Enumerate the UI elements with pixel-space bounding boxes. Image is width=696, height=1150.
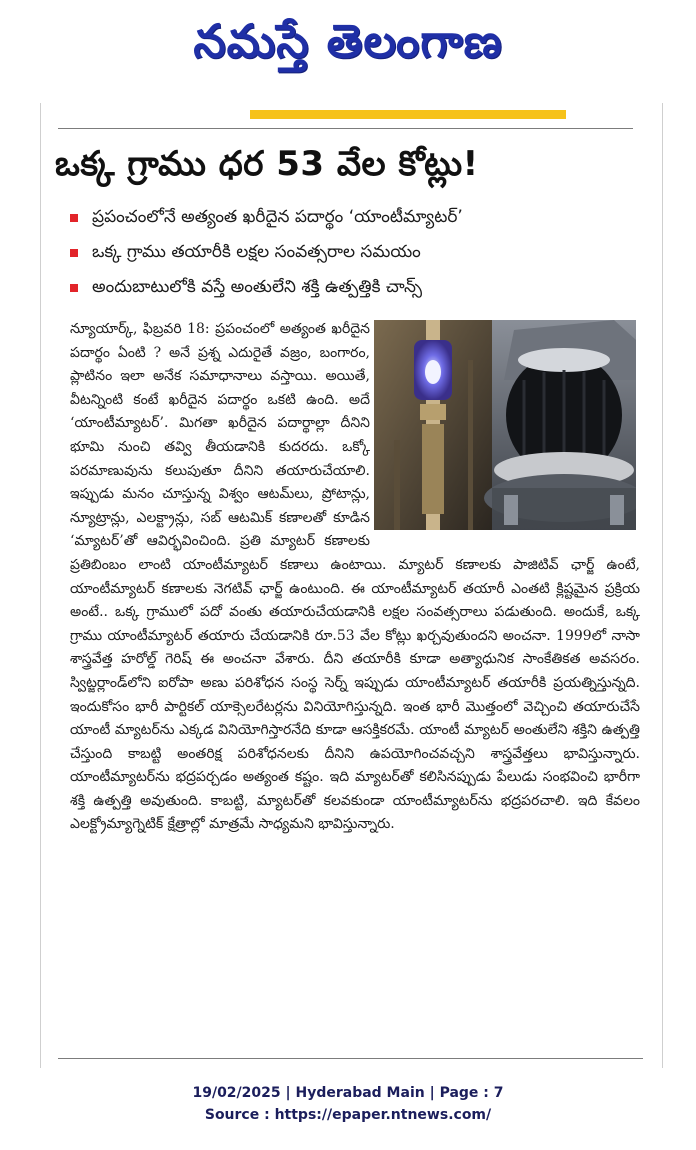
masthead-logo: నమస్తే తెలంగాణ [193, 14, 503, 68]
top-divider [58, 128, 633, 129]
square-bullet-icon [70, 249, 78, 257]
bullet-text: ఒక్క గ్రాము తయారీకి లక్షల సంవత్సరాల సమయం [92, 242, 421, 262]
masthead [0, 8, 696, 76]
antimatter-lab-photo [374, 320, 636, 530]
summary-bullets [70, 200, 650, 305]
footer-source-link[interactable]: Source : https://epaper.ntnews.com/ [204, 1107, 492, 1123]
footer [0, 1082, 696, 1126]
footer-edition-info: 19/02/2025 | Hyderabad Main | Page : 7 [192, 1085, 504, 1101]
left-column-rule [40, 103, 41, 1068]
square-bullet-icon [70, 284, 78, 292]
bullet-text: అందుబాటులోకి వస్తే అంతులేని శక్తి ఉత్పత్తికి చాన్స్ [92, 277, 423, 297]
square-bullet-icon [70, 214, 78, 222]
headline-accent-bar [250, 110, 566, 119]
bullet-item [70, 200, 650, 235]
article-photo [374, 320, 636, 530]
bullet-item [70, 270, 650, 305]
bullet-text: ప్రపంచంలోనే అత్యంత ఖరీదైన పదార్థం ‘యాంటీమ్యాటర్’ [92, 207, 463, 227]
article-text: ప్రపంచంలో అత్యంత ఖరీదైన పదార్థం ఏంటి ? అనే ప్రశ్న ఎదురైతే వజ్రం, బంగారం, ప్లాటినం ఇలా అనేక సమాధానాలు వస్తాయి. అయితే, వీటన్నింటి కంటే ఖరీదైన పదార్థం ఒకటి ఉంది. అదే ‘యాంటీమ్యాటర్‌’. మిగతా ఖరీదైన పదార్థాల్లా దీనిని భూమి నుంచి తవ్వి తీయడానికి కుదరదు. ఒక్కో పరమాణువును కలుపుతూ దీనిని తయారుచేయాలి. ఇప్పుడు మనం చూస్తున్న విశ్వం ఆటమ్‌లు, ప్రోటాన్లు, న్యూట్రాన్లు, ఎలక్ట్రాన్లు, సబ్‌ ఆటమిక్‌ కణాలతో కూడిన ‘మ్యాటర్‌’తో ఆవిర్భవించింది. ప్రతి మ్యాటర్‌ కణాలకు ప్రతిబింబం లాంటి యాంటీమ్యాటర్‌ కణాలు ఉంటాయి. మ్యాటర్‌ కణాలకు పాజిటివ్‌ ఛార్జ్‌ ఉంటే, యాంటీమ్యాటర్‌ కణాలకు నెగటివ్‌ ఛార్జ్‌ ఉంటుంది. ఈ యాంటీమ్యాటర్‌ తయారీ ఎంతటి క్లిష్టమైన ప్రక్రియ అంటే.. ఒక్క గ్రాములో పదో వంతు తయారుచేయడానికి లక్షల సంవత్సరాలు పడుతుంది. అందుకే, ఒక్క గ్రాము యాంటీమ్యాటర్‌ తయారు చేయడానికి రూ.53 వేల కోట్లు ఖర్చవుతుందని అంచనా. 1999లో నాసా శాస్త్రవేత్త హరోల్డ్‌ గెరిష్‌ ఈ అంచనా వేశారు. దీని తయారీకి కూడా అత్యాధునిక సాంకేతికత అవసరం. స్విట్జర్లాండ్‌లోని ఐరోపా అణు పరిశోధన సంస్థ సెర్న్‌ ఇప్పుడు యాంటీమ్యాటర్‌ తయారీకి ప్రయత్నిస్తున్నది. ఇందుకోసం భారీ పార్టికల్‌ యాక్సెలరేటర్లను వినియోగిస్తున్నది. ఇంత భారీ మొత్తంలో వెచ్చించి తయారుచేసే యాంటీ మ్యాటర్‌ను ఎక్కడ వినియోగిస్తారనేది కూడా ఆసక్తికరమే. యాంటీ మ్యాటర్‌ అంతులేని శక్తిని ఉత్పత్తి చేస్తుంది కాబట్టి అంతరిక్ష పరిశోధనలకు దీనిని ఉపయోగించవచ్చని శాస్త్రవేత్తలు భావిస్తున్నారు. యాంటీమ్యాటర్‌ను భద్రపర్చడం అత్యంత కష్టం. ఇది మ్యాటర్‌తో కలిసినప్పుడు పేలుడు సంభవించి భారీగా శక్తి ఉత్పత్తి అవుతుంది. కాబట్టి, మ్యాటర్‌తో కలవకుండా యాంటీమ్యాటర్‌ను భద్రపరచాలి. ఇది కేవలం ఎలక్ట్రోమ్యాగ్నెటిక్‌ క్షేత్రాల్లో మాత్రమే సాధ్యమని భావిస్తున్నారు. [70, 321, 640, 833]
right-column-rule [662, 103, 663, 1068]
article-dateline: న్యూయార్క్‌, ఫిబ్రవరి 18: [70, 321, 210, 337]
headline: ఒక్క గ్రాము ధర 53 వేల కోట్లు! [55, 144, 479, 184]
bottom-divider [58, 1058, 643, 1059]
bullet-item [70, 235, 650, 270]
